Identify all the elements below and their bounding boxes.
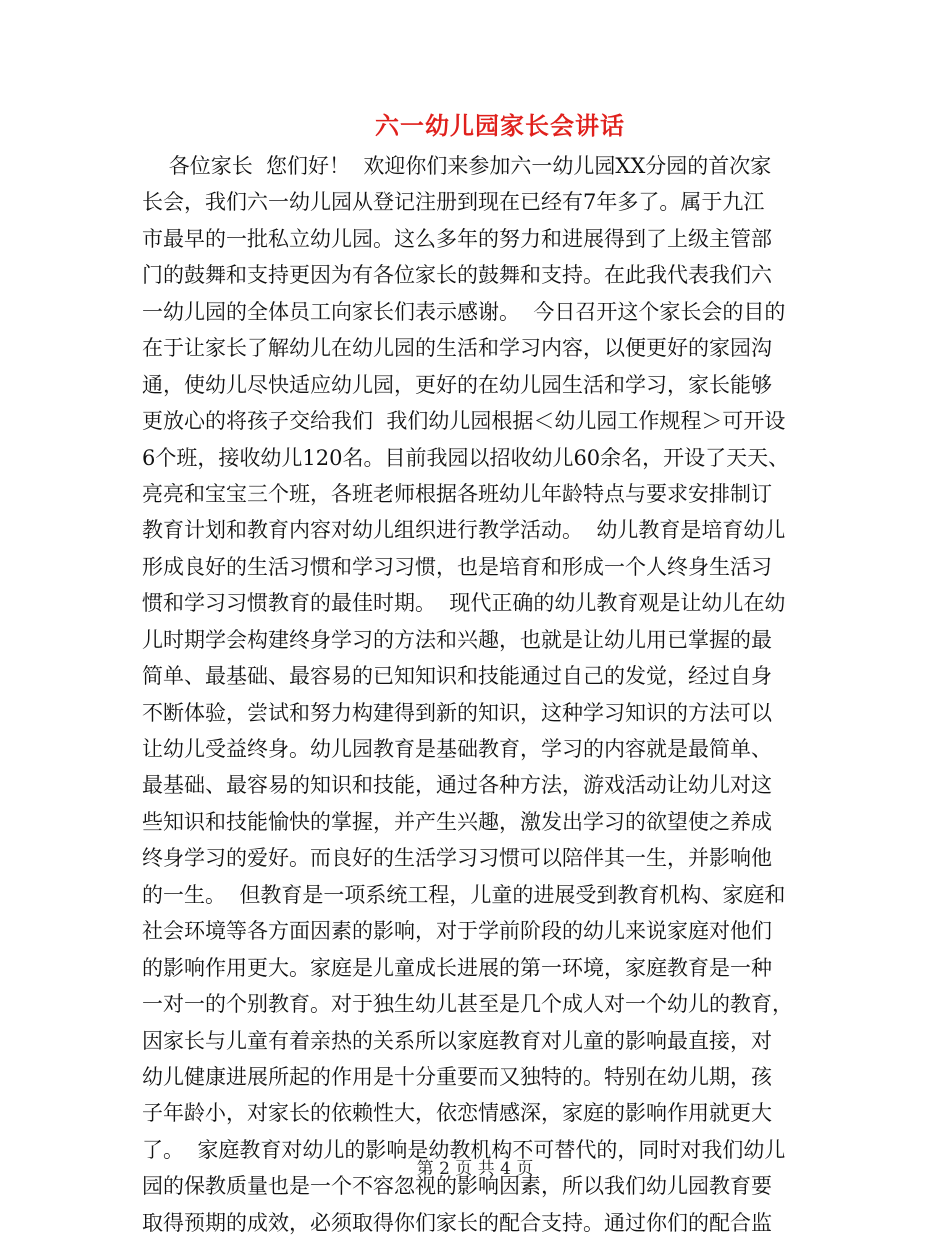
document-title: 六一幼儿园家长会讲话 — [375, 111, 625, 140]
text-line: 终身学习的爱好。而良好的生活学习习惯可以陪伴其一生，并影响他 — [142, 846, 772, 871]
text-line: 通，使幼儿尽快适应幼儿园，更好的在幼儿园生活和学习，家长能够 — [142, 372, 772, 397]
text-line: 幼儿健康进展所起的作用是十分重要而又独特的。特别在幼儿期，孩 — [142, 1064, 772, 1089]
text-line: 教育计划和教育内容对幼儿组织进行教学活动。 幼儿教育是培育幼儿 — [142, 518, 786, 543]
document-body — [142, 148, 812, 1241]
text-line: 儿时期学会构建终身学习的方法和兴趣，也就是让幼儿用已掌握的最 — [142, 627, 772, 652]
text-line: 社会环境等各方面因素的影响，对于学前阶段的幼儿来说家庭对他们 — [142, 919, 772, 944]
text-line: 门的鼓舞和支持更因为有各位家长的鼓舞和支持。在此我代表我们六 — [142, 263, 772, 288]
text-line: 在于让家长了解幼儿在幼儿园的生活和学习内容，以便更好的家园沟 — [142, 336, 772, 361]
text-line: 一对一的个别教育。对于独生幼儿甚至是几个成人对一个幼儿的教育， — [142, 992, 793, 1017]
text-line: 长会，我们六一幼儿园从登记注册到现在已经有7年多了。属于九江 — [142, 190, 765, 215]
text-line: 市最早的一批私立幼儿园。这么多年的努力和进展得到了上级主管部 — [142, 226, 772, 251]
text-line: 的影响作用更大。家庭是儿童成长进展的第一环境，家庭教育是一种 — [142, 955, 772, 980]
text-line: 各位家长 您们好！ 欢迎你们来参加六一幼儿园XX分园的首次家 — [142, 154, 772, 178]
text-line: 6个班，接收幼儿120名。目前我园以招收幼儿60余名，开设了天天、 — [142, 445, 790, 470]
text-line: 惯和学习习惯教育的最佳时期。 现代正确的幼儿教育观是让幼儿在幼 — [142, 591, 786, 616]
text-line: 让幼儿受益终身。幼儿园教育是基础教育，学习的内容就是最简单、 — [142, 737, 772, 761]
text-line: 的一生。 但教育是一项系统工程，儿童的进展受到教育机构、家庭和 — [142, 882, 786, 907]
text-line: 子年龄小，对家长的依赖性大，依恋情感深，家庭的影响作用就更大 — [142, 1101, 772, 1126]
text-line: 些知识和技能愉快的掌握，并产生兴趣，激发出学习的欲望使之养成 — [142, 809, 772, 834]
text-line: 一幼儿园的全体员工向家长们表示感谢。 今日召开这个家长会的目的 — [142, 299, 786, 324]
text-line: 亮亮和宝宝三个班，各班老师根据各班幼儿年龄特点与要求安排制订 — [142, 481, 772, 506]
text-line: 更放心的将孩子交给我们 我们幼儿园根据＜幼儿园工作规程＞可开设 — [142, 409, 786, 434]
text-line: 园的保教质量也是一个不容忽视的影响因素，所以我们幼儿园教育要 — [142, 1174, 772, 1199]
text-line: 取得预期的成效，必须取得你们家长的配合支持。通过你们的配合监 — [142, 1210, 772, 1235]
text-line: 最基础、最容易的知识和技能，通过各种方法，游戏活动让幼儿对这 — [142, 773, 772, 798]
text-line: 因家长与儿童有着亲热的关系所以家庭教育对儿童的影响最直接，对 — [142, 1028, 772, 1053]
text-line: 简单、最基础、最容易的已知知识和技能通过自己的发觉，经过自身 — [142, 664, 772, 689]
page-footer: 第 2 页 共 4 页 — [416, 1159, 534, 1179]
text-line: 不断体验，尝试和努力构建得到新的知识，这种学习知识的方法可以 — [142, 700, 772, 725]
text-line: 形成良好的生活习惯和学习习惯，也是培育和形成一个人终身生活习 — [142, 554, 772, 579]
text-line: 了。 家庭教育对幼儿的影响是幼教机构不可替代的，同时对我们幼儿 — [142, 1137, 786, 1162]
